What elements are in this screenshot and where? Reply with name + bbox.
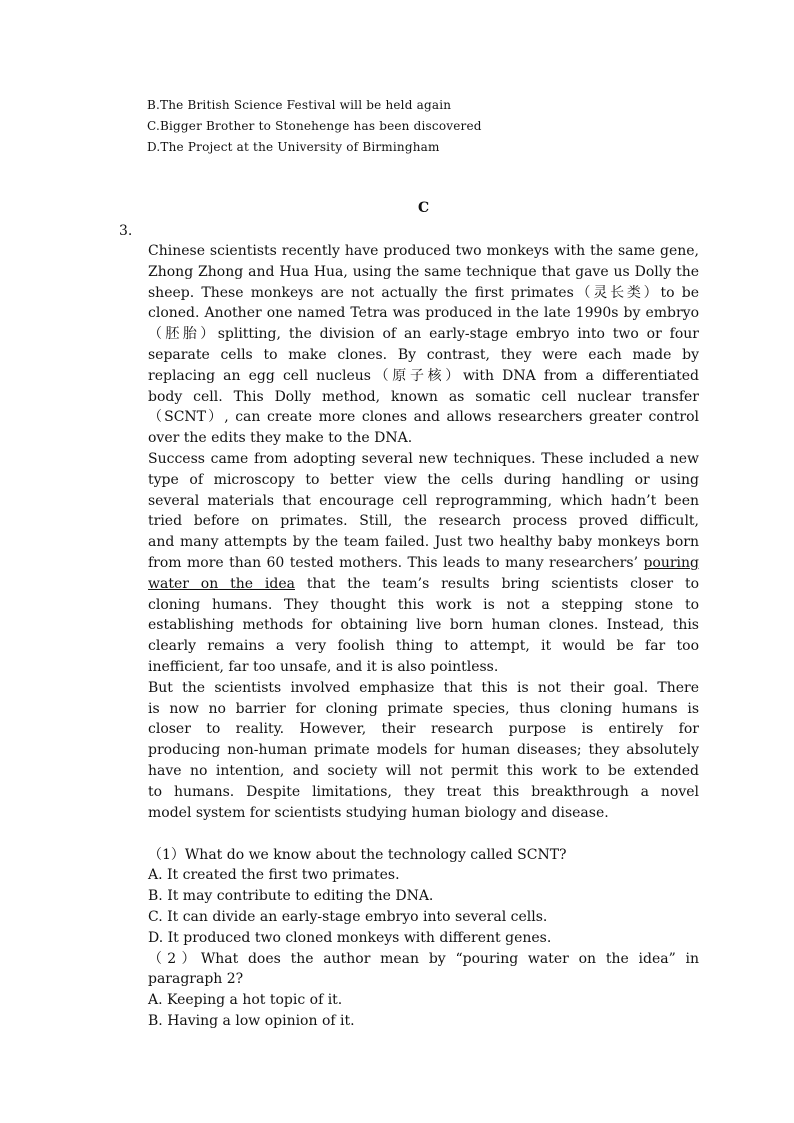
prev-option-b: B.The British Science Festival will be held again — [147, 98, 452, 112]
passage-line: tried before on primates. Still, the research process proved difficult, — [148, 513, 699, 529]
passage-line: closer to reality. However, their research purpose is entirely for — [148, 721, 699, 737]
passage-line: cloned. Another one named Tetra was produced in the late 1990s by embryo — [148, 305, 699, 321]
prev-option-c: C.Bigger Brother to Stonehenge has been discovered — [147, 119, 482, 133]
passage-line: producing non-human primate models for human diseases; they absolutely — [148, 742, 699, 758]
passage-line: But the scientists involved emphasize that this is not their goal. There — [148, 680, 699, 696]
passage-line: establishing methods for obtaining live born human clones. Instead, this — [148, 617, 699, 633]
passage-line: is now no barrier for cloning primate species, thus cloning humans is — [148, 701, 699, 717]
passage-line: body cell. This Dolly method, known as somatic cell nuclear transfer — [148, 389, 699, 405]
passage-line: type of microscopy to better view the cells during handling or using — [148, 472, 699, 488]
passage-line: and many attempts by the team failed. Just two healthy baby monkeys born — [148, 534, 699, 550]
passage-line: to humans. Despite limitations, they treat this breakthrough a novel — [148, 784, 699, 800]
question-number: 3. — [119, 223, 133, 239]
question-1-option-b: B. It may contribute to editing the DNA. — [148, 888, 434, 904]
passage-line: inefficient, far too unsafe, and it is also pointless. — [148, 659, 499, 675]
question-2-option-a: A. Keeping a hot topic of it. — [148, 992, 343, 1008]
passage-line: sheep. These monkeys are not actually the first primates（灵长类）to be — [148, 285, 699, 301]
question-1-option-c: C. It can divide an early-stage embryo into several cells. — [148, 909, 548, 925]
passage-line: several materials that encourage cell reprogramming, which hadn’t been — [148, 493, 699, 509]
passage-text: that the team’s results bring scientists closer to — [294, 576, 699, 592]
question-2-option-b: B. Having a low opinion of it. — [148, 1013, 355, 1029]
question-1-stem: （1）What do we know about the technology called SCNT? — [148, 847, 567, 863]
passage-line: Zhong Zhong and Hua Hua, using the same technique that gave us Dolly the — [148, 264, 699, 280]
passage-line: cloning humans. They thought this work is not a stepping stone to — [148, 597, 699, 613]
passage-line: model system for scientists studying human biology and disease. — [148, 805, 609, 821]
question-2-stem: （2）What does the author mean by “pouring water on the idea” in — [148, 951, 699, 967]
passage-line — [148, 574, 699, 595]
passage-line: Chinese scientists recently have produced two monkeys with the same gene, — [148, 243, 699, 259]
passage-line — [148, 553, 699, 574]
passage-text: from more than 60 tested mothers. This leads to many researchers’ — [148, 555, 644, 571]
section-label: C — [418, 200, 430, 216]
question-2-stem-cont: paragraph 2? — [148, 971, 244, 987]
underlined-phrase: pouring — [643, 555, 699, 571]
passage-line: （胚胎）splitting, the division of an early-stage embryo into two or four — [148, 326, 699, 342]
question-1-option-d: D. It produced two cloned monkeys with different genes. — [148, 930, 552, 946]
passage-line: Success came from adopting several new techniques. These included a new — [148, 451, 699, 467]
passage-line: replacing an egg cell nucleus（原子核）with DNA from a differentiated — [148, 368, 699, 384]
passage-line: have no intention, and society will not permit this work to be extended — [148, 763, 699, 779]
passage-line: over the edits they make to the DNA. — [148, 430, 413, 446]
prev-option-d: D.The Project at the University of Birmingham — [147, 140, 440, 154]
underlined-phrase: water on the idea — [148, 576, 295, 592]
question-1-option-a: A. It created the first two primates. — [148, 867, 400, 883]
passage-line: separate cells to make clones. By contrast, they were each made by — [148, 347, 699, 363]
passage-line: clearly remains a very foolish thing to attempt, it would be far too — [148, 638, 699, 654]
passage-line: （SCNT）, can create more clones and allows researchers greater control — [148, 409, 699, 425]
